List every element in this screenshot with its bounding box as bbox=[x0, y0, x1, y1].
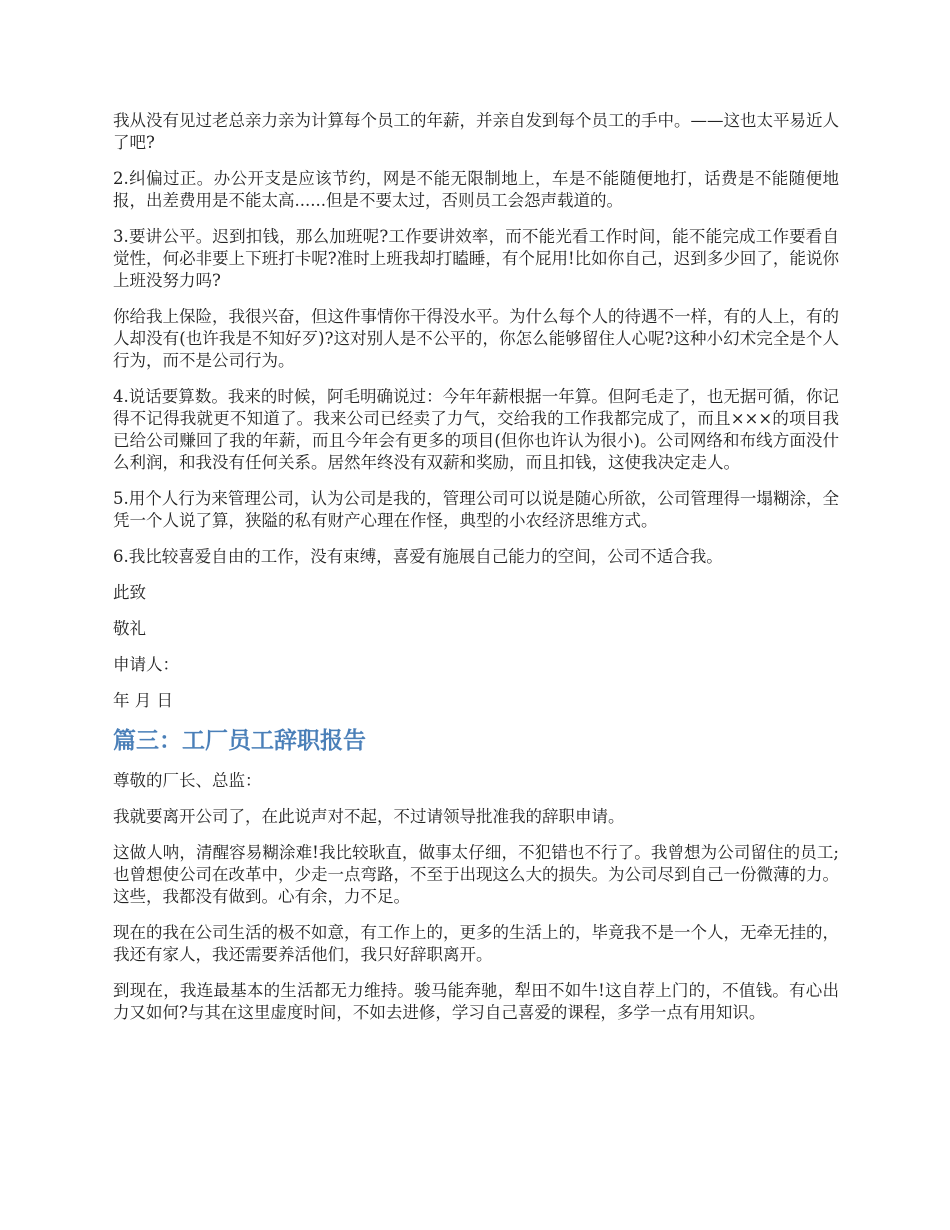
document-page bbox=[113, 110, 839, 1038]
section-three-paragraph-3: 现在的我在公司生活的极不如意，有工作上的，更多的生活上的，毕竟我不是一个人，无牵无挂的，我还有家人，我还需要养活他们，我只好辞职离开。 bbox=[113, 923, 839, 964]
applicant-label: 申请人： bbox=[113, 655, 179, 674]
salutation-cizhi: 此致 bbox=[113, 583, 146, 602]
salutation-jingli: 敬礼 bbox=[113, 619, 146, 638]
point-5-paragraph: 5.用个人行为来管理公司，认为公司是我的，管理公司可以说是随心所欲，公司管理得一塌糊涂，全凭一个人说了算，狭隘的私有财产心理在作怪，典型的小农经济思维方式。 bbox=[113, 489, 839, 530]
point-3-paragraph: 3.要讲公平。迟到扣钱，那么加班呢?工作要讲效率，而不能光看工作时间，能不能完成工作要看自觉性，何必非要上下班打卡呢?准时上班我却打瞌睡，有个屁用!比如你自己，迟到多少回了，能说你上班没努力吗? bbox=[113, 227, 839, 290]
point-6-paragraph: 6.我比较喜爱自由的工作，没有束缚，喜爱有施展自己能力的空间，公司不适合我。 bbox=[113, 547, 723, 566]
point-2-paragraph: 2.纠偏过正。办公开支是应该节约，网是不能无限制地上，车是不能随便地打，话费是不能随便地报，出差费用是不能太高......但是不要太过，否则员工会怨声载道的。 bbox=[113, 169, 839, 210]
section-three-paragraph-1: 我就要离开公司了，在此说声对不起，不过请领导批准我的辞职申请。 bbox=[113, 807, 625, 826]
date-line: 年 月 日 bbox=[113, 691, 173, 710]
intro-paragraph: 我从没有见过老总亲力亲为计算每个员工的年薪，并亲自发到每个员工的手中。——这也太平易近人了吧? bbox=[113, 111, 839, 152]
section-three-paragraph-4: 到现在，我连最基本的生活都无力维持。骏马能奔驰，犁田不如牛!这自荐上门的，不值钱。有心出力又如何?与其在这里虚度时间，不如去进修，学习自己喜爱的课程，多学一点有用知识。 bbox=[113, 981, 839, 1022]
section-three-greeting: 尊敬的厂长、总监： bbox=[113, 771, 262, 790]
section-three-paragraph-2: 这做人呐，清醒容易糊涂难!我比较耿直，做事太仔细，不犯错也不行了。我曾想为公司留住的员工;也曾想使公司在改革中，少走一点弯路，不至于出现这么大的损失。为公司尽到自己一份微薄的力。这些，我都没有做到。心有余，力不足。 bbox=[113, 843, 839, 906]
section-three-heading: 篇三：工厂员工辞职报告 bbox=[113, 728, 366, 754]
insurance-paragraph: 你给我上保险，我很兴奋，但这件事情你干得没水平。为什么每个人的待遇不一样，有的人上，有的人却没有(也许我是不知好歹)?这对别人是不公平的，你怎么能够留住人心呢?这种小幻术完全是个人行为，而不是公司行为。 bbox=[113, 307, 839, 370]
point-4-paragraph: 4.说话要算数。我来的时候，阿毛明确说过：今年年薪根据一年算。但阿毛走了，也无据可循，你记得不记得我就更不知道了。我来公司已经卖了力气，交给我的工作我都完成了，而且×××的项目我已给公司赚回了我的年薪，而且今年会有更多的项目(但你也许认为很小)。公司网络和布线方面没什么利润，和我没有任何关系。居然年终没有双薪和奖励，而且扣钱，这使我决定走人。 bbox=[113, 387, 839, 472]
